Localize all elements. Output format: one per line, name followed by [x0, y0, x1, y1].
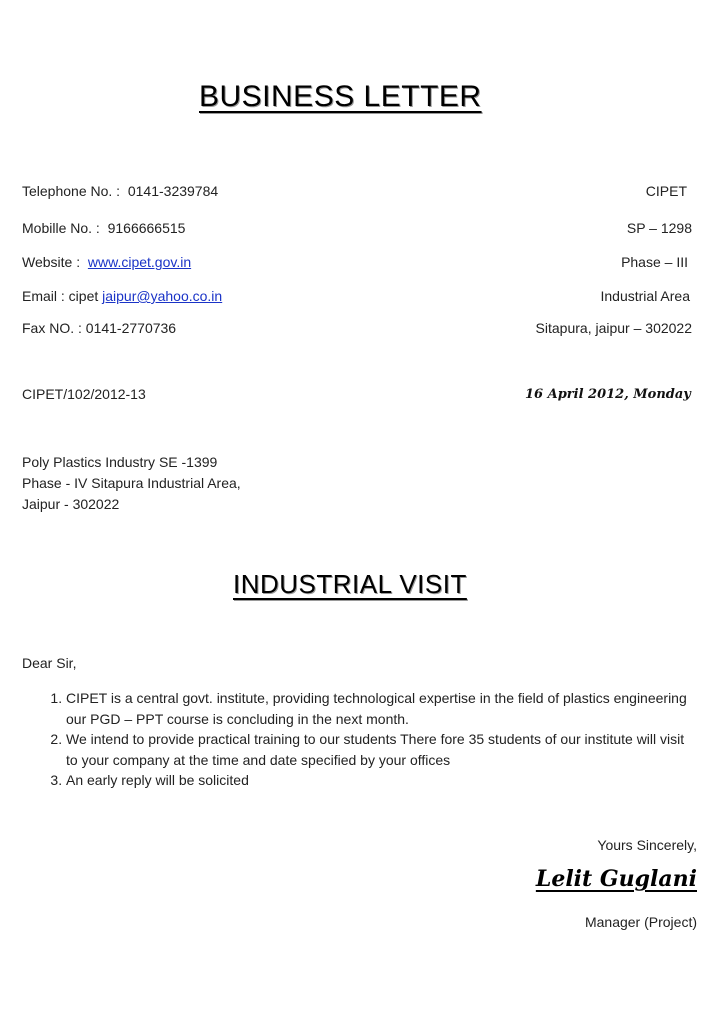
website-line [22, 254, 191, 270]
telephone-label: Telephone No. : [22, 183, 128, 199]
website-link[interactable]: www.cipet.gov.in [87, 254, 192, 270]
website-label: Website : [22, 254, 88, 270]
fax-line: Fax NO. : 0141-2770736 [22, 320, 177, 336]
sender-city: Sitapura, jaipur – 302022 [535, 320, 692, 336]
mobile-number: 9166666515 [107, 220, 186, 236]
reference-number: CIPET/102/2012-13 [22, 386, 146, 402]
designation: Manager (Project) [584, 914, 697, 930]
recipient-line-2: Phase - IV Sitapura Industrial Area, [22, 475, 241, 491]
recipient-line-1: Poly Plastics Industry SE -1399 [22, 454, 218, 470]
list-item: 2. We intend to provide practical training to our students There fore 35 students of our institute will visit to your company at the time and date specified by your offices [66, 729, 694, 770]
salutation: Dear Sir, [22, 655, 77, 671]
points-list [22, 688, 694, 791]
email-label: Email : cipet [22, 288, 103, 304]
sender-area: Industrial Area [600, 288, 690, 304]
mobile-line [22, 220, 185, 236]
closing: Yours Sincerely, [597, 837, 697, 853]
mobile-label: Mobille No. : [22, 220, 108, 236]
list-item: 3. An early reply will be solicited [66, 770, 694, 791]
recipient-line-3: Jaipur - 302022 [22, 496, 120, 512]
list-item: 1. CIPET is a central govt. institute, providing technological expertise in the field of plastics engineering our PGD – PPT course is concluding in the next month. [66, 688, 694, 729]
letter-body [22, 688, 694, 791]
signature: Lelit Guglani [535, 866, 697, 892]
email-link[interactable]: jaipur@yahoo.co.in [102, 288, 223, 304]
sender-phase: Phase – III [621, 254, 688, 270]
email-line [22, 288, 222, 304]
subject-heading: INDUSTRIAL VISIT [233, 569, 467, 599]
letter-heading: BUSINESS LETTER [199, 80, 482, 113]
sender-plot: SP – 1298 [626, 220, 692, 236]
sender-org: CIPET [645, 183, 687, 199]
telephone-line [22, 183, 218, 199]
telephone-number: 0141-3239784 [127, 183, 219, 199]
letter-date: 16 April 2012, Monday [525, 387, 691, 402]
